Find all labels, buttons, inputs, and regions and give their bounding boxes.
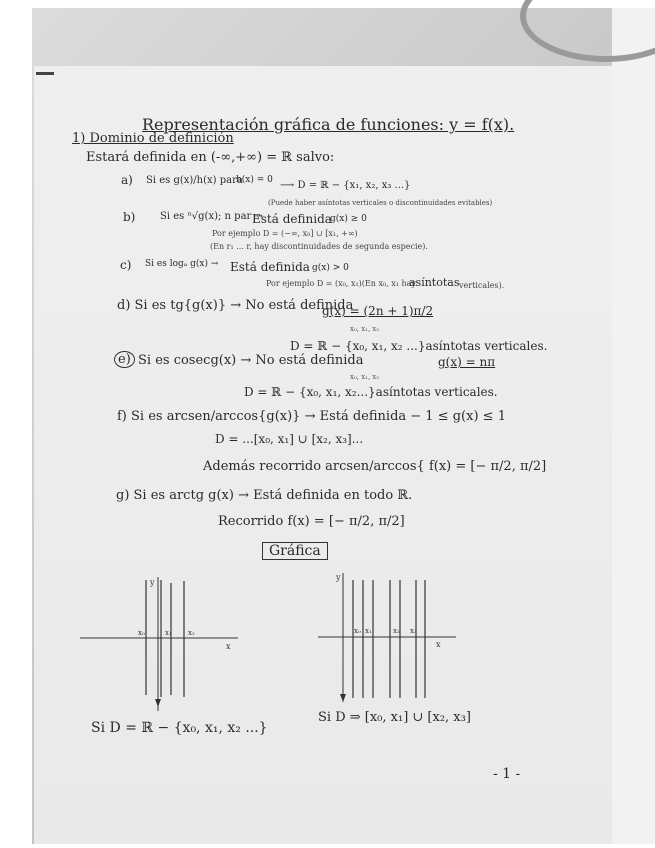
item-b-label: b) (123, 210, 136, 224)
item-e-label (114, 352, 135, 367)
item-b-example1: Por ejemplo D = (−∞, x₀] ∪ [x₁, +∞) (212, 229, 358, 238)
item-b-text: Si es ⁿ√g(x); n par → (160, 211, 263, 222)
item-d-text: d) Si es tg{g(x)} → No está definida (117, 298, 354, 313)
graph-right-caption: Si D ⇒ [x₀, x₁] ∪ [x₂, x₃] (318, 710, 471, 725)
graph-label: Gráfica (262, 542, 328, 560)
item-f-text: f) Si es arcsen/arccos{g(x)} → Está definida − 1 ≤ g(x) ≤ 1 (117, 409, 506, 424)
item-b-defined: Está definida (252, 212, 332, 226)
section-heading-text: 1) Dominio de definición (72, 131, 234, 146)
item-e-domain: D = ℝ − {x₀, x₁, x₂...}asíntotas verticales. (244, 385, 498, 399)
item-b-example2: (En r₁ ... r, hay discontinuidades de segunda especie). (210, 242, 428, 251)
graph-right-y-label: y (336, 573, 341, 582)
item-b-cond: g(x) ≥ 0 (330, 214, 367, 224)
page-number: - 1 - (493, 766, 521, 782)
arrow-down-icon (155, 699, 161, 707)
item-c-asintotas: asíntotas (409, 276, 460, 289)
graph-right-tick: x₃ (410, 627, 417, 635)
item-c-cond: g(x) > 0 (312, 263, 349, 273)
item-a-text: Si es g(x)/h(x) para (146, 175, 243, 186)
item-c-label: c) (120, 258, 132, 272)
section-heading (72, 131, 234, 146)
graph-right-tick: x₂ (393, 627, 400, 635)
graph-right (318, 570, 458, 710)
graph-left-y-label: y (150, 578, 155, 587)
item-e-sub: x₀, x₁, x₂ (350, 373, 380, 381)
graph-left-tick: x₀ (138, 629, 145, 637)
item-c-defined: Está definida (230, 260, 310, 274)
item-a-cond: h(x) = 0 (236, 175, 273, 185)
item-e-cond: g(x) = nπ (438, 355, 496, 369)
item-a-result: ⟶ D = ℝ − {x₁, x₂, x₃ ...} (280, 180, 411, 191)
graph-right-tick: x₀ (354, 627, 361, 635)
item-d-domain: D = ℝ − {x₀, x₁, x₂ ...}asíntotas verticales. (290, 339, 548, 353)
graph-right-tick: x₁ (365, 627, 372, 635)
item-f-domain: D = ...[x₀, x₁] ∪ [x₂, x₃]... (215, 432, 364, 446)
graph-left-tick: x₂ (188, 629, 195, 637)
item-a-note: (Puede haber asíntotas verticales o discontinuidades evitables) (268, 199, 493, 207)
item-e-text: Si es cosecg(x) → No está definida (138, 353, 364, 368)
item-c-example: Por ejemplo D = (x₀, x₁)(En x₀, x₁ hay (266, 279, 416, 288)
paper-tab-mark (36, 72, 54, 75)
arrow-down-icon (340, 694, 346, 702)
graph-left-caption: Si D = ℝ − {x₀, x₁, x₂ ...} (91, 720, 268, 736)
graph-left-x-label: x (226, 642, 231, 651)
item-f-range: Además recorrido arcsen/arccos{ f(x) = [− π/2, π/2] (203, 459, 547, 474)
item-c-text: Si es logₐ g(x) → (145, 259, 219, 269)
intro-line: Estará definida en (-∞,+∞) = ℝ salvo: (86, 150, 335, 165)
item-d-cond: g(x) = (2n + 1)π/2 (322, 304, 434, 318)
item-e-letter: e) (114, 351, 135, 368)
item-d-sub: x₀, x₁, x₂ (350, 325, 380, 333)
graph-left-tick: x₁ (165, 629, 172, 637)
page-title: Representación gráfica de funciones: y = f(x). (142, 115, 515, 134)
item-c-verticales: verticales). (459, 281, 505, 290)
item-g-text: g) Si es arctg g(x) → Está definida en todo ℝ. (116, 488, 413, 503)
item-g-range: Recorrido f(x) = [− π/2, π/2] (218, 514, 405, 529)
graph-right-x-label: x (436, 640, 441, 649)
desk-surface (612, 8, 655, 844)
item-a-label: a) (121, 173, 133, 187)
graph-left (80, 575, 240, 715)
